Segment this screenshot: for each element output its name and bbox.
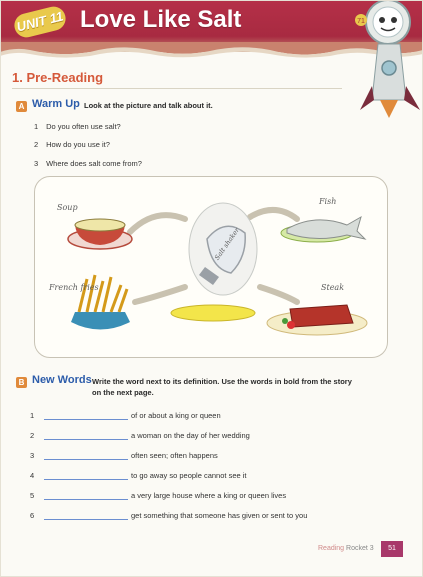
soup-label: Soup — [57, 203, 78, 212]
book-name: Rocket 3 — [346, 545, 374, 552]
question-number: 1 — [34, 122, 39, 131]
question-text: How do you use it? — [46, 140, 110, 149]
question-number: 2 — [34, 140, 39, 149]
rocket-character-illustration — [350, 0, 423, 120]
section-tag-b: B — [16, 377, 27, 388]
fish-label: Fish — [319, 197, 337, 206]
definition-number: 1 — [30, 411, 35, 420]
definition-number: 2 — [30, 431, 35, 440]
steak-label: Steak — [321, 283, 345, 292]
definition-text: of or about a king or queen — [131, 411, 221, 420]
definition-number: 4 — [30, 471, 35, 480]
section-title: 1. Pre-Reading — [12, 70, 104, 85]
question-item — [34, 122, 121, 131]
question-text: Where does salt come from? — [46, 159, 142, 168]
question-item — [34, 159, 142, 168]
book-footer — [318, 545, 374, 552]
warm-up-heading: Warm Up — [32, 98, 80, 110]
definition-text: a woman on the day of her wedding — [131, 431, 250, 440]
definition-text: a very large house where a king or queen lives — [131, 491, 287, 500]
series-name: Reading — [318, 545, 345, 552]
section-divider — [12, 88, 342, 89]
answer-blank[interactable] — [44, 459, 128, 460]
definition-text: often seen; often happens — [131, 451, 218, 460]
new-words-instruction-line2: on the next page. — [92, 388, 154, 397]
question-number: 3 — [34, 159, 39, 168]
svg-text:71: 71 — [357, 18, 365, 25]
unit-title: Love Like Salt — [80, 6, 242, 33]
new-words-heading: New Words — [32, 374, 92, 386]
answer-blank[interactable] — [44, 419, 128, 420]
salt-shaker-label: Salt shaker — [213, 226, 241, 262]
definition-text: to go away so people cannot see it — [131, 471, 247, 480]
salt-foods-illustration — [34, 176, 388, 358]
warm-up-instruction: Look at the picture and talk about it. — [84, 101, 213, 110]
answer-blank[interactable] — [44, 479, 128, 480]
question-text: Do you often use salt? — [46, 122, 121, 131]
definition-text: get something that someone has given or sent to you — [131, 511, 308, 520]
answer-blank[interactable] — [44, 499, 128, 500]
unit-badge: UNIT 11 — [12, 4, 68, 40]
question-item — [34, 140, 110, 149]
new-words-instruction-line1: Write the word next to its definition. Use the words in bold from the story — [92, 377, 352, 386]
definition-number: 6 — [30, 511, 35, 520]
answer-blank[interactable] — [44, 519, 128, 520]
definition-number: 5 — [30, 491, 35, 500]
definition-number: 3 — [30, 451, 35, 460]
answer-blank[interactable] — [44, 439, 128, 440]
section-tag-a: A — [16, 101, 27, 112]
french-fries-label: French fries — [49, 283, 99, 292]
page-number: 51 — [381, 541, 403, 557]
